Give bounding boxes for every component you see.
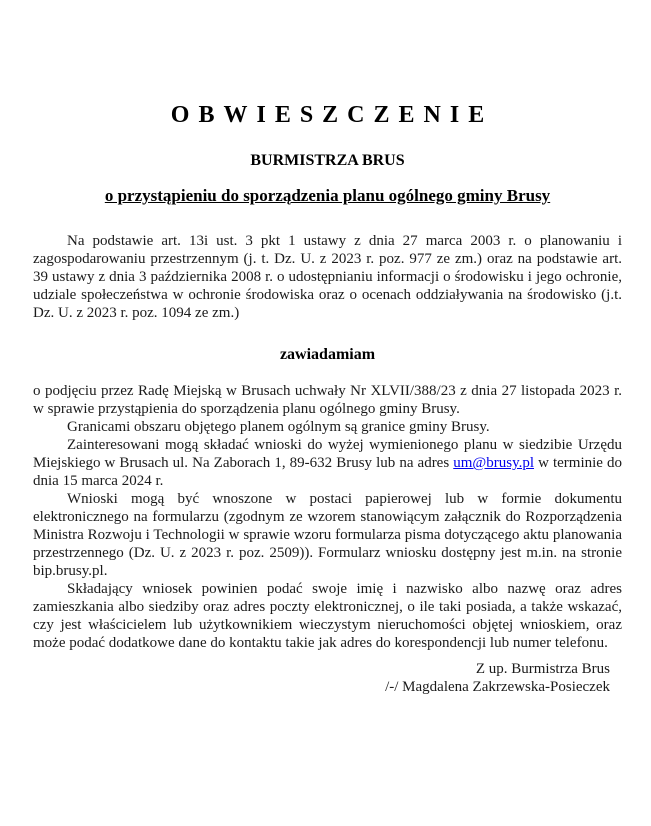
paragraph-resolution: o podjęciu przez Radę Miejską w Brusach uchwały Nr XLVII/388/23 z dnia 27 listopada 2023 r. w sprawie przystąpienia do sporządzenia planu ogólnego gminy Brusy. xyxy=(33,383,622,418)
signature-block xyxy=(33,660,610,696)
document-body xyxy=(33,232,622,696)
signature-title-line: Z up. Burmistrza Brus xyxy=(475,661,610,678)
page-title: OBWIESZCZENIE xyxy=(170,102,494,129)
paragraph-form: Wnioski mogą być wnoszone w postaci papierowej lub w formie dokumentu elektronicznego na formularzu (zgodnym ze wzorem stanowiącym załącznik do Rozporządzenia Ministra Rozwoju i Technologii w sprawie wzoru formularza pisma dotyczącego aktu planowania przestrzennego (Dz. U. z 2023 r. poz. 2509)). Formularz wniosku dostępny jest m.in. na stronie bip.brusy.pl. xyxy=(33,491,622,580)
paragraph-submissions-text-before: Zainteresowani mogą składać wnioski do wyżej wymienionego planu w siedzibie Urzędu Miejskiego w Brusach ul. Na Zaborach 1, 89-632 Brusy lub na adres xyxy=(33,437,622,472)
notice-word-heading: zawiadamiam xyxy=(279,346,376,364)
paragraph-requirements: Składający wniosek powinien podać swoje imię i nazwisko albo nazwę oraz adres zamieszkania albo siedziby oraz adres poczty elektronicznej, o ile taki posiada, a także wskazać, czy jest właścicielem lub użytkownikiem wieczystym nieruchomości objętej wnioskiem, oraz może podać dodatkowe dane do kontaktu takie jak adres do korespondencji lub numer telefonu. xyxy=(33,581,622,652)
document-subject-heading: o przystąpieniu do sporządzenia planu ogólnego gminy Brusy xyxy=(104,186,551,206)
paragraph-submissions xyxy=(33,436,622,490)
paragraph-boundaries: Granicami obszaru objętego planem ogólnym są granice gminy Brusy. xyxy=(67,419,490,436)
paragraph-submissions-text-after: w terminie do dnia 15 marca 2024 r. xyxy=(33,455,622,490)
document-subtitle: BURMISTRZA BRUS xyxy=(250,152,405,170)
paragraph-legal-basis: Na podstawie art. 13i ust. 3 pkt 1 ustawy z dnia 27 marca 2003 r. o planowaniu i zagospodarowaniu przestrzennym (j. t. Dz. U. z 2023 r. poz. 977 ze zm.) oraz na podstawie art. 39 ustawy z dnia 3 października 2008 r. o udostępnianiu informacji o środowisku i jego ochronie, udziale społeczeństwa w ochronie środowiska oraz o ocenach oddziaływania na środowisko (j.t. Dz. U. z 2023 r. poz. 1094 ze zm.) xyxy=(33,233,622,322)
email-link[interactable]: um@brusy.pl xyxy=(453,455,535,472)
signature-name-line: /-/ Magdalena Zakrzewska-Posieczek xyxy=(385,679,610,696)
